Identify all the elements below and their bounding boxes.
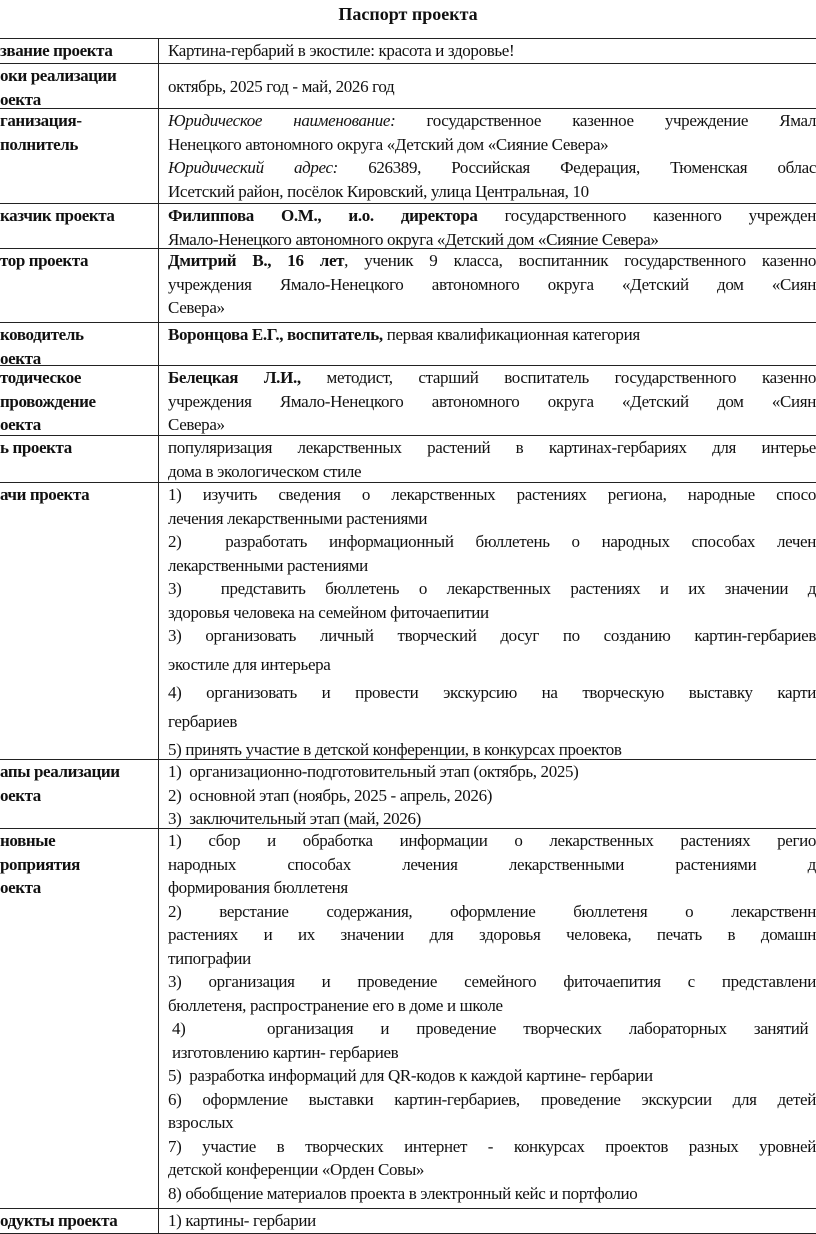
bold-text: Воронцова Е.Г., воспитатель,: [168, 325, 383, 344]
text: детской конференции «Орден Совы»: [168, 1160, 425, 1179]
row-label-line: одукты проекта: [0, 1211, 118, 1230]
row-label: [0, 829, 156, 900]
value-line: [168, 1111, 816, 1135]
text: лечения лекарственными растениями: [168, 508, 428, 528]
text: гербариев: [168, 711, 238, 731]
value-line: [168, 204, 816, 228]
row-label-line: ачи проекта: [0, 485, 90, 504]
row-value: [158, 760, 816, 828]
text: народных способах лечения лекарственными растениями д: [168, 854, 816, 874]
table-row: [0, 482, 816, 759]
row-value: [158, 323, 816, 365]
text: , ученик 9 класса, воспитанник государственного казенно: [344, 251, 816, 270]
row-label-line: апы реализации: [0, 762, 120, 781]
text: 1) организационно-подготовительный этап (октябрь, 2025): [168, 762, 579, 781]
value-line: [168, 829, 816, 853]
row-label-line: казчик проекта: [0, 206, 115, 225]
value-line: [168, 436, 816, 460]
row-value: [158, 436, 816, 482]
row-label-line: роприятия: [0, 854, 80, 874]
value-line: [168, 530, 816, 554]
value-line: [168, 228, 816, 249]
text: 1) изучить сведения о лекарственных растениях региона, народные спосо: [168, 485, 816, 504]
text: 3) организация и проведение семейного фиточаепития с представлени: [168, 972, 816, 991]
value-line: [168, 133, 816, 157]
text: 7) участие в творческих интернет - конкурсах проектов разных уровней: [168, 1136, 816, 1156]
value-line: [168, 1088, 816, 1112]
text: 2) основной этап (ноябрь, 2025 - апрель, 2026): [168, 785, 493, 805]
row-label-line: оекта: [0, 89, 41, 109]
row-label-line: ганизация-: [0, 111, 82, 130]
value-line: [168, 460, 816, 483]
text: бюллетеня, распространение его в доме и школе: [168, 995, 503, 1015]
text: экостиле для интерьера: [168, 654, 331, 674]
row-value: [158, 64, 816, 108]
value-line: [168, 483, 816, 507]
text: популяризация лекарственных растений в картинах-гербариях для интерье: [168, 438, 816, 457]
text: дома в экологическом стиле: [168, 461, 362, 481]
row-label: [0, 39, 156, 63]
value-line: [168, 577, 816, 601]
text: взрослых: [168, 1113, 234, 1132]
table-row: [0, 38, 816, 63]
table-row: [0, 322, 816, 368]
text: изготовлению картин- гербариев: [172, 1042, 399, 1062]
value-line: [168, 681, 816, 705]
row-label: [0, 1209, 156, 1233]
value-line: [168, 1158, 816, 1182]
text: Ямало-Ненецкого автономного округа «Детский дом «Сияние Севера»: [168, 229, 659, 248]
text: учреждения Ямало-Ненецкого автономного округа «Детский дом «Сиян: [168, 391, 816, 411]
text: Картина-гербарий в экостиле: красота и здоровье!: [168, 41, 515, 60]
table-row: [0, 1208, 816, 1234]
table-row: [0, 365, 816, 435]
text: 626389, Российская Федерация, Тюменская облас: [337, 158, 816, 177]
value-line: [168, 784, 816, 808]
value-line: [168, 390, 816, 414]
value-line: [168, 1064, 816, 1088]
text: октябрь, 2025 год - май, 2026 год: [168, 77, 395, 96]
value-line: [168, 273, 816, 297]
value-line: [168, 807, 816, 828]
value-line: [168, 994, 816, 1018]
value-line: [168, 710, 816, 734]
text: Севера»: [168, 415, 225, 434]
bold-text: Дмитрий В., 16 лет: [168, 251, 345, 270]
table-row: [0, 435, 816, 482]
text: 2) верстание содержания, оформление бюллетеня о лекарственн: [168, 901, 816, 921]
text: 3) организовать личный творческий досуг по созданию картин-гербариев: [168, 626, 816, 645]
row-label: [0, 323, 156, 370]
row-label-line: ь проекта: [0, 438, 72, 457]
row-value: [158, 829, 816, 1208]
bold-text: Филиппова О.М., и.о. директора: [168, 206, 478, 225]
value-line: [168, 39, 816, 63]
value-line: [168, 249, 816, 273]
value-line: [168, 653, 816, 677]
text: 4) организация и проведение творческих лабораторных занятий: [172, 1019, 816, 1038]
text: Исетский район, посёлок Кировский, улица Центральная, 10: [168, 181, 589, 201]
value-line: [168, 853, 816, 877]
row-label-line: оекта: [0, 415, 41, 434]
row-label-line: ководитель: [0, 325, 84, 344]
value-line: [168, 900, 816, 924]
bold-text: Белецкая Л.И.,: [168, 368, 301, 387]
table-row: [0, 108, 816, 203]
table-row: [0, 248, 816, 322]
value-line: [168, 760, 816, 784]
value-line: [168, 180, 816, 204]
row-value: [158, 204, 816, 248]
text: 6) оформление выставки картин-гербариев, проведение экскурсии для детей: [168, 1089, 816, 1109]
text: лекарственными растениями: [168, 555, 368, 575]
value-line: [168, 1209, 816, 1233]
text: 4) организовать и провести экскурсию на творческую выставку карти: [168, 683, 816, 702]
text: здоровья человека на семейном фиточаепитии: [168, 602, 489, 622]
row-value: [158, 39, 816, 63]
value-line: [168, 876, 816, 900]
value-line: [168, 507, 816, 531]
row-value: [158, 109, 816, 203]
row-label: [0, 760, 156, 807]
text: 5) принять участие в детской конференции, в конкурсах проектов: [168, 740, 622, 759]
value-line: [168, 1017, 816, 1041]
row-label-line: оекта: [0, 348, 41, 368]
value-line: [168, 624, 816, 648]
row-label: [0, 436, 156, 460]
value-line: [168, 366, 816, 390]
text: 3) заключительный этап (май, 2026): [168, 809, 421, 828]
text: 2) разработать информационный бюллетень о народных способах лечен: [168, 532, 816, 551]
text: 1) картины- гербарии: [168, 1211, 316, 1230]
row-label: [0, 109, 156, 156]
row-value: [158, 249, 816, 322]
row-value: [158, 483, 816, 759]
row-label-line: полнитель: [0, 134, 79, 154]
row-label: [0, 366, 156, 437]
text: 5) разработка информаций для QR-кодов к каждой картине- гербарии: [168, 1066, 653, 1085]
table-row: [0, 759, 816, 828]
table-row: [0, 63, 816, 108]
value-line: [168, 601, 816, 625]
text: Севера»: [168, 298, 225, 317]
value-line: [168, 1135, 816, 1159]
text: 3) представить бюллетень о лекарственных растениях и их значении д: [168, 579, 816, 598]
value-line: [168, 75, 816, 99]
text: методист, старший воспитатель государственного казенно: [300, 368, 816, 387]
italic-text: Юридический адрес:: [168, 158, 338, 177]
row-label-line: провождение: [0, 391, 96, 411]
value-line: [168, 323, 816, 347]
row-label-line: оки реализации: [0, 66, 117, 85]
row-value: [158, 1209, 816, 1233]
value-line: [168, 923, 816, 947]
value-line: [168, 413, 816, 435]
value-line: [168, 970, 816, 994]
table-row: [0, 828, 816, 1208]
text: 8) обобщение материалов проекта в электронный кейс и портфолио: [168, 1183, 638, 1203]
row-label-line: оекта: [0, 878, 41, 897]
italic-text: Юридическое наименование:: [168, 111, 396, 130]
row-label-line: тодическое: [0, 368, 82, 387]
value-line: [168, 296, 816, 320]
value-line: [168, 1182, 816, 1206]
row-label-line: новные: [0, 831, 56, 850]
value-line: [168, 109, 816, 133]
value-line: [168, 738, 816, 759]
text: Ненецкого автономного округа «Детский дом «Сияние Севера»: [168, 134, 609, 154]
text: типографии: [168, 948, 251, 968]
row-label-line: звание проекта: [0, 41, 113, 60]
value-line: [168, 554, 816, 578]
row-label: [0, 483, 156, 507]
row-label-line: тор проекта: [0, 251, 89, 270]
value-line: [168, 1041, 816, 1065]
text: растениях и их значении для здоровья человека, печать в домашн: [168, 925, 816, 944]
text: 1) сбор и обработка информации о лекарственных растениях регио: [168, 831, 816, 850]
text: государственного казенного учрежден: [477, 206, 816, 225]
value-line: [168, 947, 816, 971]
text: формирования бюллетеня: [168, 878, 348, 897]
value-line: [168, 156, 816, 180]
table-row: [0, 203, 816, 248]
text: учреждения Ямало-Ненецкого автономного округа «Детский дом «Сиян: [168, 274, 816, 294]
row-label-line: оекта: [0, 785, 41, 805]
row-label: [0, 249, 156, 273]
text: первая квалификационная категория: [382, 325, 640, 344]
text: государственное казенное учреждение Ямал: [395, 111, 816, 130]
row-value: [158, 366, 816, 435]
row-label: [0, 64, 156, 111]
page-title: Паспорт проекта: [338, 4, 478, 24]
row-label: [0, 204, 156, 228]
